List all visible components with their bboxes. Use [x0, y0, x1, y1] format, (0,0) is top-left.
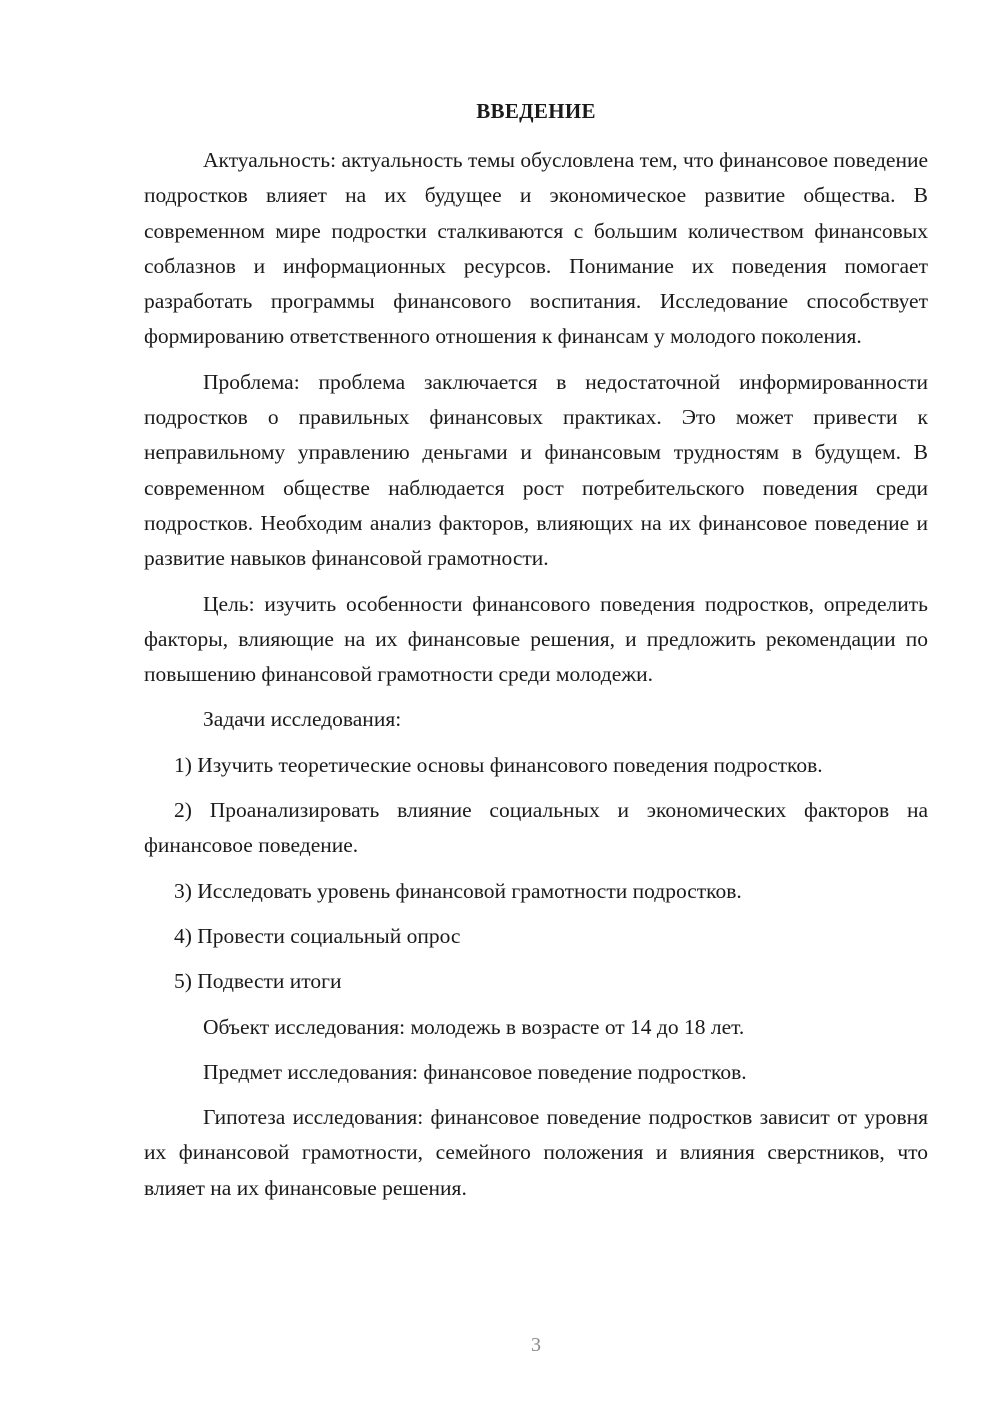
- task-item: 4) Провести социальный опрос: [174, 923, 461, 948]
- task-item: 2) Проанализировать влияние социальных и экономических факторов на финансовое поведение.: [144, 798, 928, 858]
- document-page: [144, 0, 928, 1414]
- object-paragraph: Объект исследования: молодежь в возрасте от 14 до 18 лет.: [203, 1014, 745, 1039]
- problem-paragraph: Проблема: проблема заключается в недостаточной информированности подростков о правильных финансовых практиках. Это может привести к неправильному управлению деньгами и финансовым трудностям в будущем. В современном обществе наблюдается рост потребительского поведения среди подростков. Необходим анализ факторов, влияющих на их финансовое поведение и развитие навыков финансовой грамотности.: [144, 369, 928, 571]
- task-item: 3) Исследовать уровень финансовой грамотности подростков.: [174, 878, 742, 903]
- task-item: 5) Подвести итоги: [174, 969, 342, 994]
- goal-paragraph: Цель: изучить особенности финансового поведения подростков, определить факторы, влияющие на их финансовые решения, и предложить рекомендации по повышению финансовой грамотности среди молодежи.: [144, 591, 928, 687]
- tasks-intro: Задачи исследования:: [203, 707, 402, 732]
- relevance-paragraph: Актуальность: актуальность темы обусловлена тем, что финансовое поведение подростков влияет на их будущее и экономическое развитие общества. В современном мире подростки сталкиваются с большим количеством финансовых соблазнов и информационных ресурсов. Понимание их поведения помогает разработать программы финансового воспитания. Исследование способствует формированию ответственного отношения к финансам у молодого поколения.: [144, 148, 928, 349]
- document-body: [144, 143, 928, 1216]
- task-item: 1) Изучить теоретические основы финансового поведения подростков.: [174, 752, 823, 777]
- section-heading: ВВЕДЕНИЕ: [476, 99, 596, 123]
- subject-paragraph: Предмет исследования: финансовое поведение подростков.: [203, 1059, 747, 1084]
- hypothesis-paragraph: Гипотеза исследования: финансовое поведение подростков зависит от уровня их финансовой грамотности, семейного положения и влияния сверстников, что влияет на их финансовые решения.: [144, 1105, 928, 1200]
- page-number: 3: [531, 1334, 541, 1356]
